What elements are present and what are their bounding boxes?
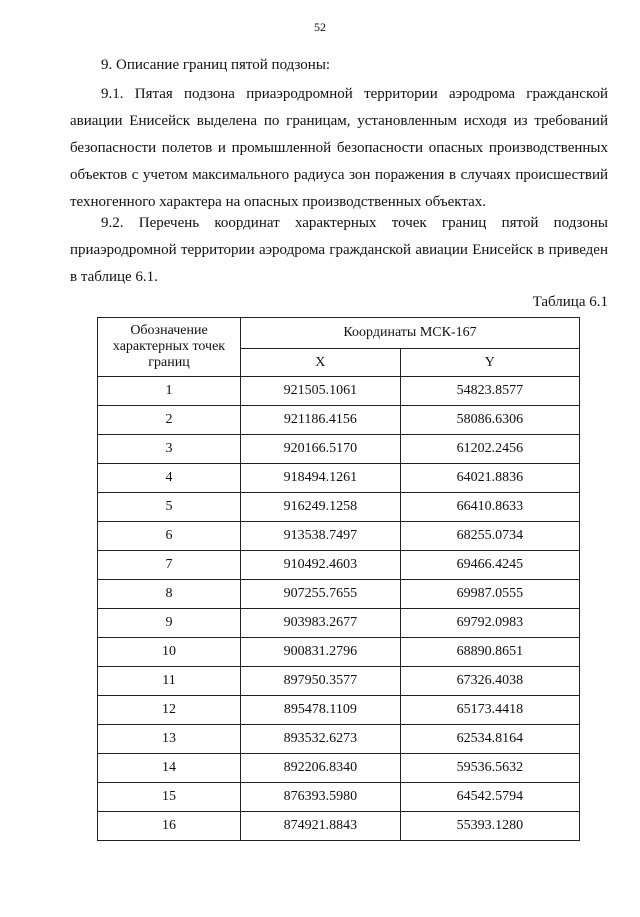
x-cell: 918494.1261 bbox=[241, 464, 401, 493]
y-cell: 69466.4245 bbox=[400, 551, 579, 580]
x-cell: 874921.8843 bbox=[241, 812, 401, 841]
point-cell: 5 bbox=[98, 493, 241, 522]
table-body bbox=[98, 377, 580, 841]
table-row bbox=[98, 435, 580, 464]
y-cell: 62534.8164 bbox=[400, 725, 579, 754]
coordinates-table bbox=[97, 317, 580, 841]
table-row bbox=[98, 812, 580, 841]
paragraph-9-2: 9.2. Перечень координат характерных точек границ пятой подзоны приаэродромной территории аэродрома гражданской авиации Енисейск в приведен в таблице 6.1. bbox=[70, 215, 608, 285]
header-x: X bbox=[241, 349, 401, 377]
x-cell: 920166.5170 bbox=[241, 435, 401, 464]
header-y: Y bbox=[400, 349, 579, 377]
x-cell: 913538.7497 bbox=[241, 522, 401, 551]
table-row bbox=[98, 696, 580, 725]
table-row bbox=[98, 551, 580, 580]
table-row bbox=[98, 609, 580, 638]
point-cell: 2 bbox=[98, 406, 241, 435]
x-cell: 903983.2677 bbox=[241, 609, 401, 638]
header-point: Обозначение характерных точек границ bbox=[98, 318, 241, 377]
y-cell: 54823.8577 bbox=[400, 377, 579, 406]
point-cell: 11 bbox=[98, 667, 241, 696]
x-cell: 895478.1109 bbox=[241, 696, 401, 725]
x-cell: 921186.4156 bbox=[241, 406, 401, 435]
table-row bbox=[98, 580, 580, 609]
y-cell: 65173.4418 bbox=[400, 696, 579, 725]
x-cell: 916249.1258 bbox=[241, 493, 401, 522]
y-cell: 67326.4038 bbox=[400, 667, 579, 696]
table-row bbox=[98, 754, 580, 783]
table-row bbox=[98, 667, 580, 696]
table-row bbox=[98, 464, 580, 493]
y-cell: 68890.8651 bbox=[400, 638, 579, 667]
point-cell: 10 bbox=[98, 638, 241, 667]
table-row bbox=[98, 783, 580, 812]
point-cell: 16 bbox=[98, 812, 241, 841]
y-cell: 68255.0734 bbox=[400, 522, 579, 551]
paragraph-9-1: 9.1. Пятая подзона приаэродромной территории аэродрома гражданской авиации Енисейск выделена по границам, установленным исходя из требований безопасности полетов и промышленной безопасности опасных производственных объектов с учетом максимального радиуса зон поражения в случаях происшествий техногенного характера на опасных производственных объектах. bbox=[70, 86, 608, 210]
y-cell: 64021.8836 bbox=[400, 464, 579, 493]
table-caption: Таблица 6.1 bbox=[532, 294, 608, 310]
x-cell: 897950.3577 bbox=[241, 667, 401, 696]
point-cell: 8 bbox=[98, 580, 241, 609]
point-cell: 9 bbox=[98, 609, 241, 638]
point-cell: 7 bbox=[98, 551, 241, 580]
y-cell: 69987.0555 bbox=[400, 580, 579, 609]
x-cell: 907255.7655 bbox=[241, 580, 401, 609]
x-cell: 876393.5980 bbox=[241, 783, 401, 812]
y-cell: 69792.0983 bbox=[400, 609, 579, 638]
point-cell: 4 bbox=[98, 464, 241, 493]
table-row bbox=[98, 725, 580, 754]
table-row bbox=[98, 493, 580, 522]
page-number: 52 bbox=[314, 20, 326, 34]
point-cell: 13 bbox=[98, 725, 241, 754]
table-row bbox=[98, 638, 580, 667]
x-cell: 900831.2796 bbox=[241, 638, 401, 667]
x-cell: 892206.8340 bbox=[241, 754, 401, 783]
header-coordinates: Координаты МСК-167 bbox=[241, 318, 580, 349]
point-cell: 15 bbox=[98, 783, 241, 812]
y-cell: 61202.2456 bbox=[400, 435, 579, 464]
y-cell: 58086.6306 bbox=[400, 406, 579, 435]
point-cell: 12 bbox=[98, 696, 241, 725]
y-cell: 55393.1280 bbox=[400, 812, 579, 841]
x-cell: 910492.4603 bbox=[241, 551, 401, 580]
x-cell: 893532.6273 bbox=[241, 725, 401, 754]
table-row bbox=[98, 522, 580, 551]
table-row bbox=[98, 377, 580, 406]
y-cell: 66410.8633 bbox=[400, 493, 579, 522]
table-header-row bbox=[98, 318, 580, 349]
table-row bbox=[98, 406, 580, 435]
point-cell: 1 bbox=[98, 377, 241, 406]
point-cell: 14 bbox=[98, 754, 241, 783]
point-cell: 3 bbox=[98, 435, 241, 464]
y-cell: 59536.5632 bbox=[400, 754, 579, 783]
x-cell: 921505.1061 bbox=[241, 377, 401, 406]
point-cell: 6 bbox=[98, 522, 241, 551]
section-heading: 9. Описание границ пятой подзоны: bbox=[101, 57, 331, 73]
y-cell: 64542.5794 bbox=[400, 783, 579, 812]
